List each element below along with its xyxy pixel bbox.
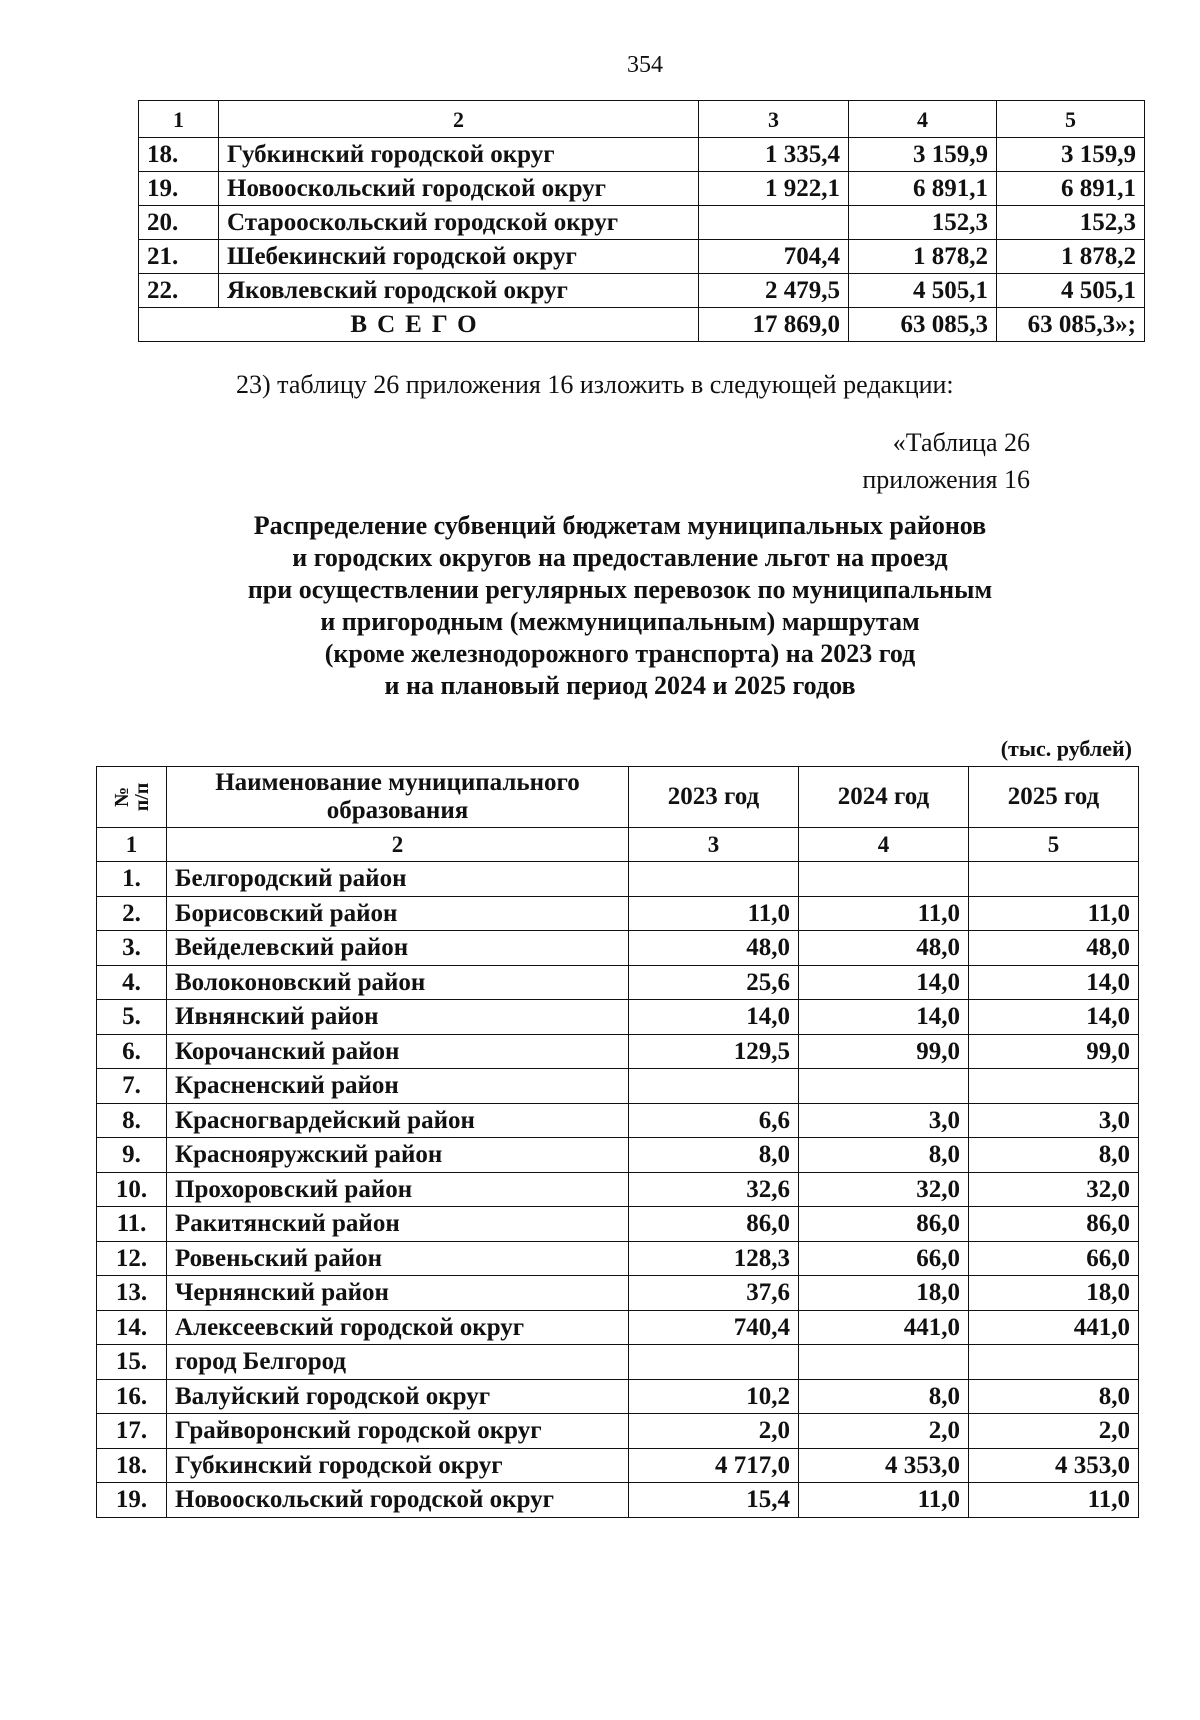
row-number: 18. [97,1448,167,1483]
column-index: 3 [699,101,849,138]
value-2023: 25,6 [629,965,799,1000]
municipality-name: Шебекинский городской округ [219,240,699,274]
value-2025 [969,862,1139,897]
total-label: ВСЕГО [139,308,699,342]
value-2023: 15,4 [629,1483,799,1518]
value-2024: 14,0 [799,965,969,1000]
value-2024 [799,1069,969,1104]
page-number: 354 [627,52,663,78]
value-2024: 2,0 [799,1414,969,1449]
municipality-name: Белгородский район [167,862,629,897]
municipality-name: Губкинский городской округ [167,1448,629,1483]
value-2025: 3 159,9 [997,138,1145,172]
value-2025: 152,3 [997,206,1145,240]
table-row [97,1000,1139,1035]
value-2025: 14,0 [969,965,1139,1000]
title-line: (кроме железнодорожного транспорта) на 2023 год [324,639,916,668]
header-2023: 2023 год [629,767,799,828]
value-2024: 11,0 [799,896,969,931]
table-reference-line: «Таблица 26 [892,428,1030,457]
municipality-name: Новооскольский городской округ [167,1483,629,1518]
value-2024: 1 878,2 [849,240,997,274]
row-number: 19. [97,1483,167,1518]
table-row [97,1345,1139,1380]
title-line: и пригородным (межмуниципальным) маршрутам [320,607,920,636]
value-2023: 86,0 [629,1207,799,1242]
value-2023: 4 717,0 [629,1448,799,1483]
column-index: 4 [799,828,969,862]
row-number: 22. [139,274,219,308]
row-number: 1. [97,862,167,897]
value-2023: 32,6 [629,1172,799,1207]
title-line: при осуществлении регулярных перевозок по муниципальным [247,575,993,604]
value-2025: 1 878,2 [997,240,1145,274]
value-2023: 11,0 [629,896,799,931]
table-row [139,138,1145,172]
value-2025: 66,0 [969,1241,1139,1276]
value-2023: 8,0 [629,1138,799,1173]
table-row [97,896,1139,931]
value-2024 [799,862,969,897]
subventions-table [96,766,1139,1518]
value-2025: 11,0 [969,1483,1139,1518]
column-index: 3 [629,828,799,862]
column-index: 1 [97,828,167,862]
municipality-name: Губкинский городской округ [219,138,699,172]
value-2024: 66,0 [799,1241,969,1276]
row-number: 7. [97,1069,167,1104]
value-2024: 86,0 [799,1207,969,1242]
value-2024: 6 891,1 [849,172,997,206]
column-index: 2 [167,828,629,862]
row-number: 2. [97,896,167,931]
value-2024: 14,0 [799,1000,969,1035]
value-2024: 11,0 [799,1483,969,1518]
row-number: 10. [97,1172,167,1207]
value-2023 [629,1069,799,1104]
value-2023: 2 479,5 [699,274,849,308]
value-2024: 441,0 [799,1310,969,1345]
row-number: 12. [97,1241,167,1276]
total-2023: 17 869,0 [699,308,849,342]
table-reference [780,424,1030,498]
row-number: 14. [97,1310,167,1345]
table-header-row [97,767,1139,828]
value-2025 [969,1069,1139,1104]
value-2025: 4 505,1 [997,274,1145,308]
municipality-name: Красненский район [167,1069,629,1104]
value-2024: 18,0 [799,1276,969,1311]
municipality-name: Корочанский район [167,1034,629,1069]
value-2023: 704,4 [699,240,849,274]
title-line: Распределение субвенций бюджетам муниципальных районов [253,511,987,540]
value-2025: 6 891,1 [997,172,1145,206]
value-2023: 14,0 [629,1000,799,1035]
municipality-name: Борисовский район [167,896,629,931]
table-row [139,206,1145,240]
header-2024: 2024 год [799,767,969,828]
column-index: 4 [849,101,997,138]
table-row [97,931,1139,966]
table-row [97,862,1139,897]
value-2025: 99,0 [969,1034,1139,1069]
row-number: 9. [97,1138,167,1173]
value-2024: 4 353,0 [799,1448,969,1483]
header-2025: 2025 год [969,767,1139,828]
municipality-name: Вейделевский район [167,931,629,966]
table-index-row [97,828,1139,862]
header-number-abbrev: п/п [130,782,153,812]
row-number: 4. [97,965,167,1000]
value-2023: 740,4 [629,1310,799,1345]
row-number: 13. [97,1276,167,1311]
value-2023: 37,6 [629,1276,799,1311]
total-row [139,308,1145,342]
value-2024: 48,0 [799,931,969,966]
municipality-name: Яковлевский городской округ [219,274,699,308]
header-number-symbol: № [110,786,133,808]
amendment-text: 23) таблицу 26 приложения 16 изложить в следующей редакции: [236,370,954,399]
municipality-name: Ивнянский район [167,1000,629,1035]
value-2024: 4 505,1 [849,274,997,308]
municipality-name: Чернянский район [167,1276,629,1311]
municipality-name: Прохоровский район [167,1172,629,1207]
table-row [97,1034,1139,1069]
value-2024: 3 159,9 [849,138,997,172]
table-row [97,1207,1139,1242]
continuation-table [138,100,1145,342]
value-2023: 129,5 [629,1034,799,1069]
table-row [97,965,1139,1000]
row-number: 3. [97,931,167,966]
value-2024 [799,1345,969,1380]
table-row [97,1276,1139,1311]
value-2023: 6,6 [629,1103,799,1138]
value-2024: 3,0 [799,1103,969,1138]
row-number: 18. [139,138,219,172]
column-index: 5 [969,828,1139,862]
row-number: 8. [97,1103,167,1138]
municipality-name: Красногвардейский район [167,1103,629,1138]
municipality-name: Алексеевский городской округ [167,1310,629,1345]
row-number: 5. [97,1000,167,1035]
value-2025 [969,1345,1139,1380]
value-2024: 152,3 [849,206,997,240]
municipality-name: Старооскольский городской округ [219,206,699,240]
row-number: 21. [139,240,219,274]
row-number: 6. [97,1034,167,1069]
value-2023: 128,3 [629,1241,799,1276]
value-2025: 8,0 [969,1379,1139,1414]
row-number: 15. [97,1345,167,1380]
row-number: 19. [139,172,219,206]
value-2025: 4 353,0 [969,1448,1139,1483]
table-row [97,1241,1139,1276]
value-2025: 3,0 [969,1103,1139,1138]
table-row [97,1483,1139,1518]
table-row [97,1103,1139,1138]
column-index: 5 [997,101,1145,138]
table-reference-line: приложения 16 [862,465,1030,494]
table-row [139,240,1145,274]
value-2023: 10,2 [629,1379,799,1414]
total-2025: 63 085,3»; [997,308,1145,342]
row-number: 20. [139,206,219,240]
table-row [97,1448,1139,1483]
municipality-name: Ровеньский район [167,1241,629,1276]
units-label: (тыс. рублей) [1000,736,1132,761]
table-row [97,1310,1139,1345]
municipality-name: Новооскольский городской округ [219,172,699,206]
value-2025: 48,0 [969,931,1139,966]
municipality-name: Ракитянский район [167,1207,629,1242]
column-index: 1 [139,101,219,138]
municipality-name: Валуйский городской округ [167,1379,629,1414]
value-2025: 86,0 [969,1207,1139,1242]
table-row [97,1379,1139,1414]
value-2023: 1 335,4 [699,138,849,172]
header-name: Наименование муниципального образования [167,767,629,828]
value-2025: 441,0 [969,1310,1139,1345]
value-2025: 11,0 [969,896,1139,931]
table-row [139,172,1145,206]
table-title [100,510,1140,702]
value-2024: 32,0 [799,1172,969,1207]
table-row [97,1172,1139,1207]
row-number: 16. [97,1379,167,1414]
municipality-name: Краснояружский район [167,1138,629,1173]
municipality-name: Волоконовский район [167,965,629,1000]
value-2025: 32,0 [969,1172,1139,1207]
row-number: 11. [97,1207,167,1242]
value-2024: 8,0 [799,1138,969,1173]
table-row [97,1069,1139,1104]
value-2025: 8,0 [969,1138,1139,1173]
value-2023 [629,1345,799,1380]
table-row [97,1414,1139,1449]
table-row [139,274,1145,308]
total-2024: 63 085,3 [849,308,997,342]
header-number [97,767,167,828]
value-2023 [699,206,849,240]
table-row [97,1138,1139,1173]
value-2023: 2,0 [629,1414,799,1449]
column-index: 2 [219,101,699,138]
title-line: и на плановый период 2024 и 2025 годов [384,671,856,700]
value-2025: 2,0 [969,1414,1139,1449]
row-number: 17. [97,1414,167,1449]
value-2024: 8,0 [799,1379,969,1414]
value-2023: 48,0 [629,931,799,966]
municipality-name: город Белгород [167,1345,629,1380]
value-2025: 14,0 [969,1000,1139,1035]
table-index-row [139,101,1145,138]
value-2023: 1 922,1 [699,172,849,206]
title-line: и городских округов на предоставление льгот на проезд [292,543,948,572]
municipality-name: Грайворонский городской округ [167,1414,629,1449]
value-2025: 18,0 [969,1276,1139,1311]
value-2024: 99,0 [799,1034,969,1069]
value-2023 [629,862,799,897]
